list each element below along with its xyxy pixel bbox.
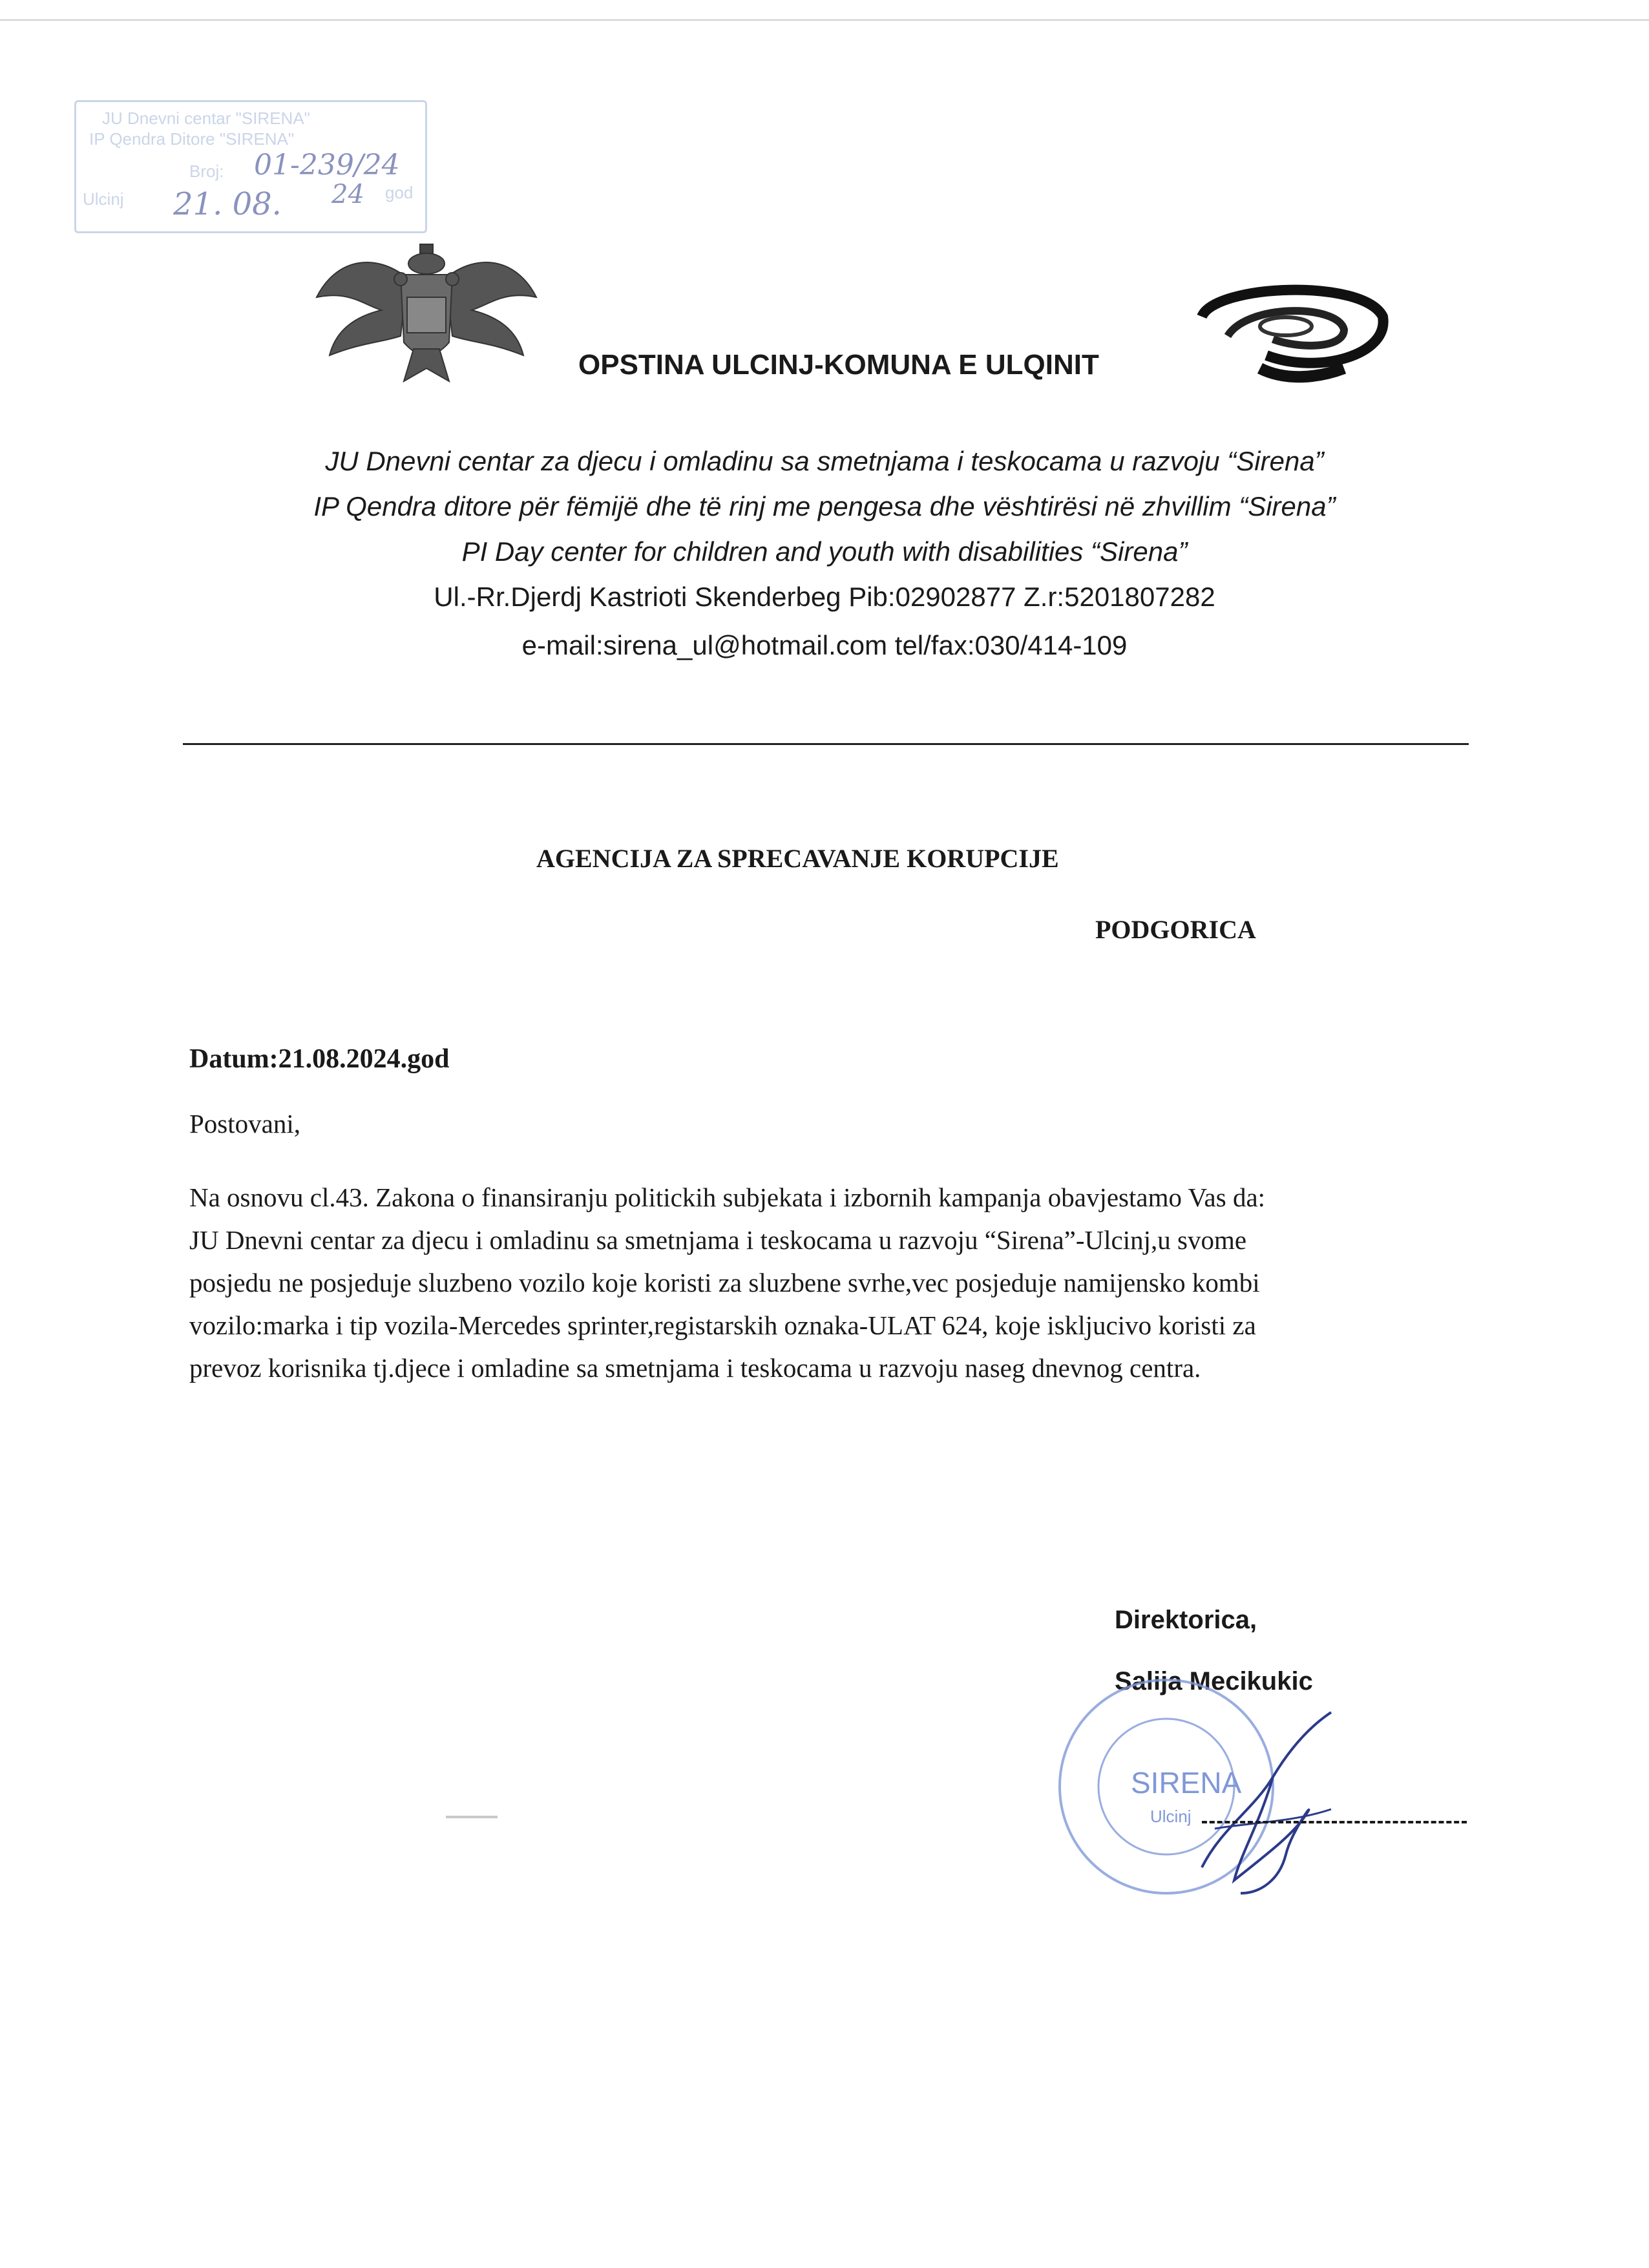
handwritten-signature-icon <box>1163 1699 1370 1906</box>
letter-body-line: Na osnovu cl.43. Zakona o finansiranju politickih subjekata i izbornih kampanja obavjestamo Vas da: <box>189 1182 1266 1212</box>
stamp-handwritten-year: 24 <box>331 180 364 209</box>
stamp-label-god: god <box>385 183 414 202</box>
letter-body-line: prevoz korisnika tj.djece i omladine sa smetnjama i teskocama u razvoju naseg dnevnog centra. <box>189 1353 1201 1383</box>
stamp-handwritten-date: 21. 08. <box>173 186 282 222</box>
registration-stamp <box>74 100 427 233</box>
stamp-line-1: JU Dnevni centar "SIRENA" <box>102 109 310 128</box>
letter-body <box>189 1176 1469 1389</box>
header-line-3: PI Day center for children and youth with disabilities “Sirena” <box>461 536 1188 567</box>
letter-greeting: Postovani, <box>189 1109 300 1139</box>
signature-title: Direktorica, <box>1115 1606 1257 1634</box>
sirena-logo-icon <box>1189 278 1389 394</box>
stamp-label-ulcinj: Ulcinj <box>83 189 124 209</box>
recipient-name: AGENCIJA ZA SPRECAVANJE KORUPCIJE <box>536 844 1059 873</box>
header-line-2: IP Qendra ditore për fëmijë dhe të rinj me pengesa dhe vështirësi në zhvillim “Sirena” <box>313 491 1336 521</box>
letter-body-line: JU Dnevni centar za djecu i omladinu sa smetnjama i teskocama u razvoju “Sirena”-Ulcinj,u svome <box>189 1225 1247 1255</box>
org-title: OPSTINA ULCINJ-KOMUNA E ULQINIT <box>578 349 1099 381</box>
stamp-line-2: IP Qendra Ditore "SIRENA" <box>89 129 295 149</box>
signature-name: Salija Mecikukic <box>1115 1667 1313 1696</box>
seal-place: Ulcinj <box>1150 1807 1192 1826</box>
stamp-label-broj: Broj: <box>189 162 224 181</box>
letter-body-line: posjedu ne posjeduje sluzbeno vozilo koje koristi za sluzbene svrhe,vec posjeduje namijensko kombi <box>189 1268 1260 1297</box>
header-line-1: JU Dnevni centar za djecu i omladinu sa smetnjama i teskocama u razvoju “Sirena” <box>325 446 1324 476</box>
scan-edge-line <box>0 19 1649 21</box>
seal-text: SIRENA <box>1131 1766 1242 1800</box>
scan-smudge <box>446 1816 498 1818</box>
letter-body-line: vozilo:marka i tip vozila-Mercedes sprinter,registarskih oznaka-ULAT 624, koje iskljucivo koristi za <box>189 1310 1256 1340</box>
coat-of-arms-icon <box>310 239 543 394</box>
letter-date: Datum:21.08.2024.god <box>189 1044 450 1074</box>
header-address: Ul.-Rr.Djerdj Kastrioti Skenderbeg Pib:02902877 Z.r:5201807282 <box>434 582 1215 612</box>
stamp-handwritten-number: 01-239/24 <box>254 149 400 182</box>
header-contact: e-mail:sirena_ul@hotmail.com tel/fax:030/414-109 <box>521 630 1128 660</box>
header-divider <box>183 743 1469 745</box>
signature-line <box>1202 1821 1467 1823</box>
recipient-city: PODGORICA <box>1095 915 1256 944</box>
